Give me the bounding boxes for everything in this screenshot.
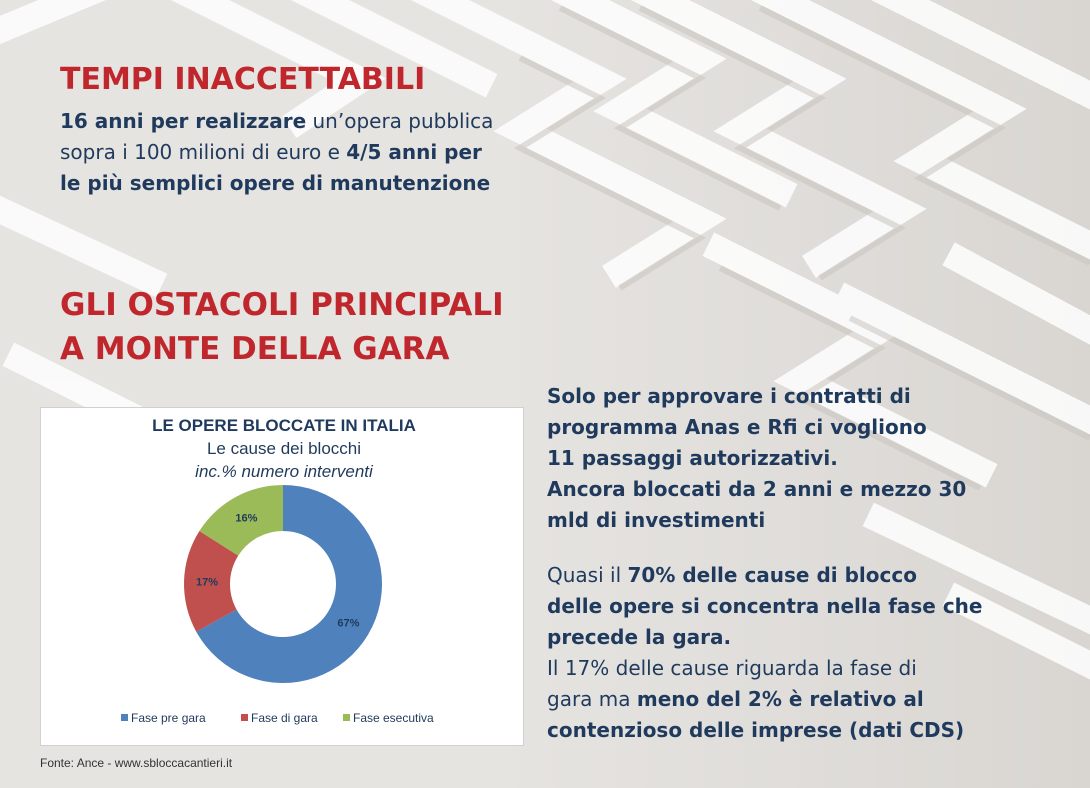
intro-bold-2: 4/5 anni per bbox=[346, 140, 482, 164]
source-note: Fonte: Ance - www.sbloccacantieri.it bbox=[40, 756, 233, 770]
slice-label: 16% bbox=[235, 512, 258, 525]
slice-label: 67% bbox=[337, 617, 360, 630]
right2-text: Il 17% delle cause riguarda la fase di bbox=[547, 656, 917, 680]
right2-bold: contenzioso delle imprese (dati CDS) bbox=[547, 718, 965, 742]
right2-bold: meno del 2% è relativo al bbox=[636, 687, 924, 711]
legend-label: Fase di gara bbox=[251, 711, 318, 725]
intro-bold-3: le più semplici opere di manutenzione bbox=[60, 171, 491, 195]
donut-chart bbox=[41, 408, 523, 745]
heading-tempi: TEMPI INACCETTABILI bbox=[60, 62, 426, 97]
right2-text: Quasi il bbox=[547, 563, 628, 587]
right2-text: gara ma bbox=[547, 687, 637, 711]
right1-line: Solo per approvare i contratti di bbox=[547, 384, 911, 408]
heading-ostacoli-line1: GLI OSTACOLI PRINCIPALI bbox=[60, 287, 504, 323]
legend-label: Fase esecutiva bbox=[353, 711, 434, 725]
legend-swatch bbox=[121, 714, 128, 721]
chart-subtitle: Le cause dei blocchi bbox=[206, 439, 362, 458]
right-paragraph-2 bbox=[547, 560, 1067, 746]
right2-bold: delle opere si concentra nella fase che bbox=[547, 594, 983, 618]
right1-line: 11 passaggi autorizzativi. bbox=[547, 446, 838, 470]
right1-line: Ancora bloccati da 2 anni e mezzo 30 bbox=[547, 477, 967, 501]
slice-label: 17% bbox=[196, 576, 219, 589]
chart-title: LE OPERE BLOCCATE IN ITALIA bbox=[152, 416, 416, 435]
intro-text-1: un’opera pubblica bbox=[306, 109, 494, 133]
intro-paragraph bbox=[60, 106, 580, 199]
legend-swatch bbox=[343, 714, 350, 721]
right2-bold: 70% delle cause di blocco bbox=[627, 563, 917, 587]
intro-text-2: sopra i 100 milioni di euro e bbox=[60, 140, 347, 164]
legend-swatch bbox=[241, 714, 248, 721]
right2-bold: precede la gara. bbox=[547, 625, 732, 649]
right1-line: programma Anas e Rfi ci vogliono bbox=[547, 415, 927, 439]
right1-line: mld di investimenti bbox=[547, 508, 766, 532]
heading-ostacoli bbox=[60, 283, 504, 371]
chart-panel bbox=[40, 407, 524, 746]
right-paragraph-1 bbox=[547, 381, 1067, 536]
heading-ostacoli-line2: A MONTE DELLA GARA bbox=[60, 331, 450, 367]
chart-note: inc.% numero interventi bbox=[195, 462, 373, 481]
legend-label: Fase pre gara bbox=[131, 711, 206, 725]
intro-bold-1: 16 anni per realizzare bbox=[60, 109, 307, 133]
